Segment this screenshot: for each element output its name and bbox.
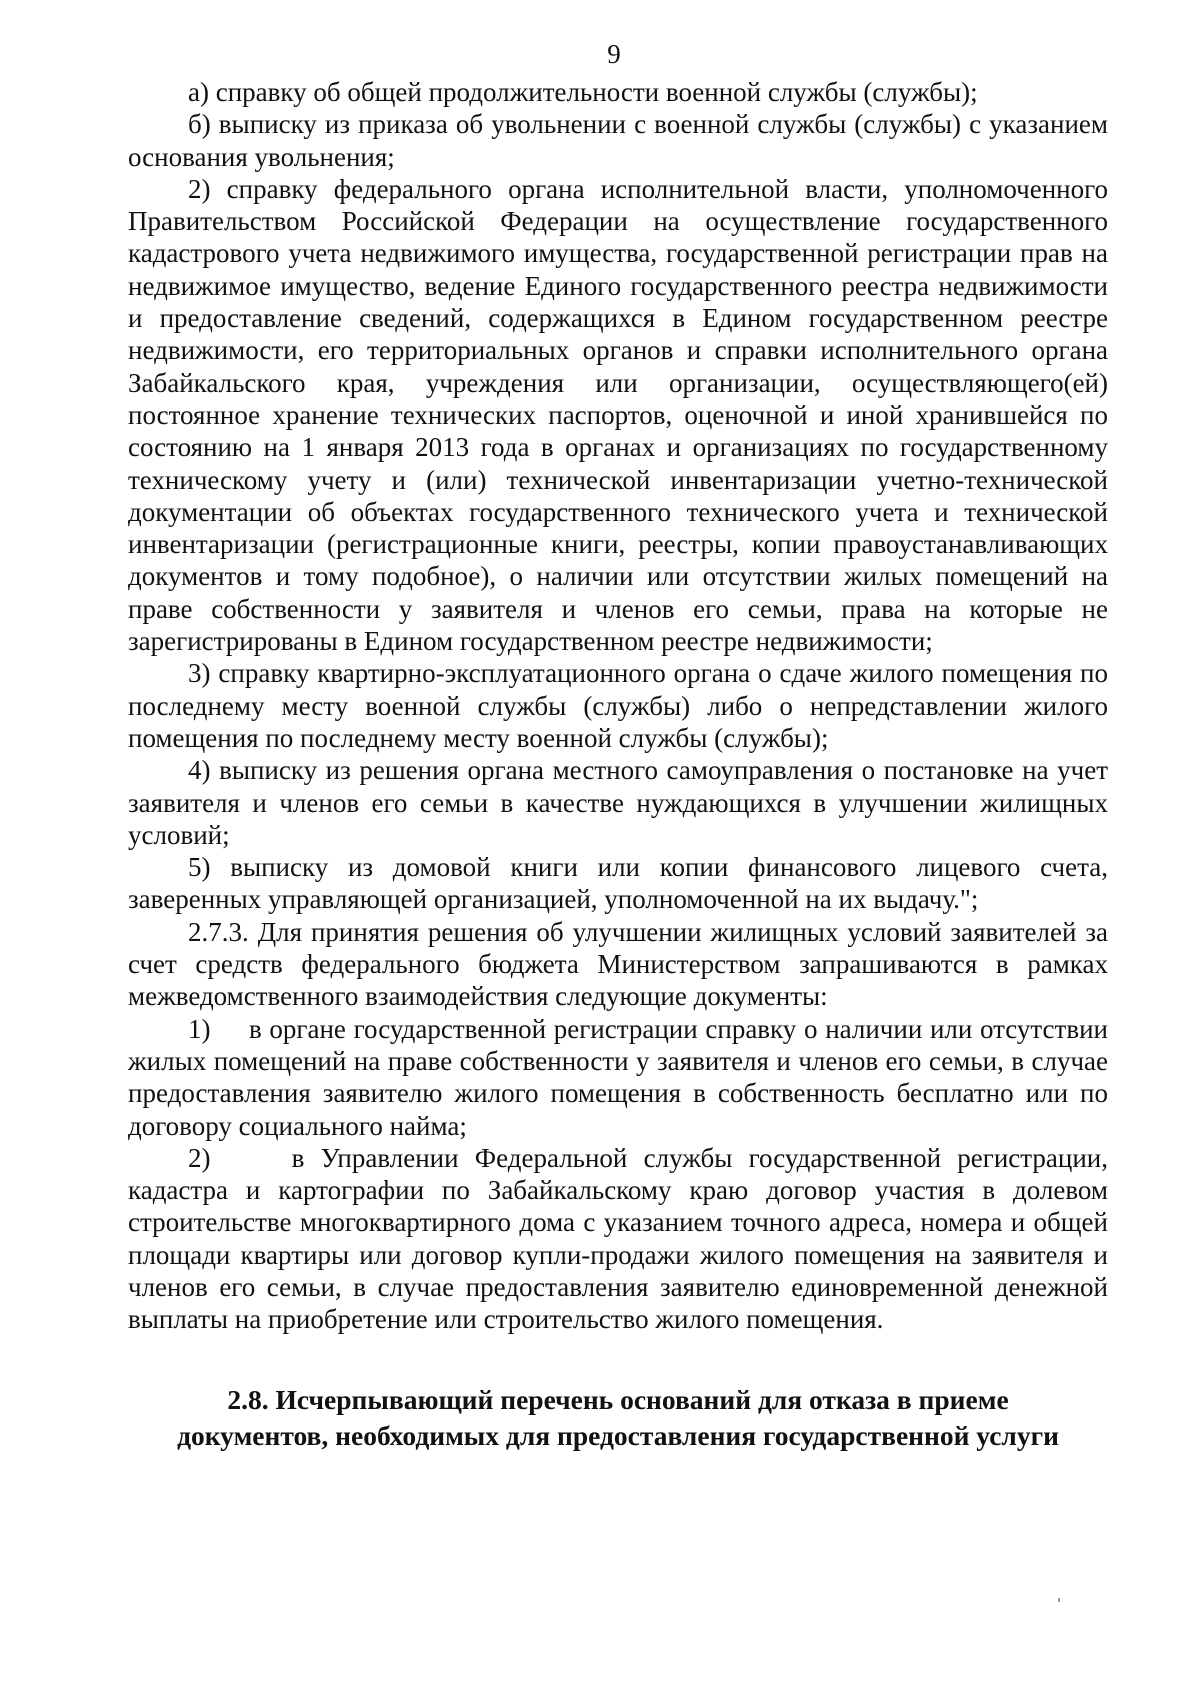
- section-heading-2-8: [128, 1382, 1108, 1454]
- paragraph-2-7-3-interagency-request: 2.7.3. Для принятия решения об улучшении жилищных условий заявителей за счет средств федерального бюджета Министерством запрашиваются в рамках межведомственного взаимодействия следующие документы:: [128, 916, 1108, 1012]
- page-number: 9: [607, 39, 621, 69]
- body-text: [128, 76, 1115, 1336]
- page-content: [128, 38, 1115, 1658]
- paragraph-item-2-federal-service: 2) в Управлении Федеральной службы государственной регистрации, кадастра и картографии по Забайкальскому краю договор участия в долевом строительстве многоквартирного дома с указанием точного адреса, номера и общей площади квартиры или договор купли-продажи жилого помещения на заявителя и членов его семьи, в случае предоставления заявителю единовременной денежной выплаты на приобретение или строительство жилого помещения.: [128, 1142, 1115, 1335]
- heading-line-2: документов, необходимых для предоставления государственной услуги: [177, 1419, 1059, 1451]
- paragraph-5-house-book-extract: 5) выписку из домовой книги или копии финансового лицевого счета, заверенных управляющей организацией, уполномоченной на их выдачу.";: [128, 852, 1108, 915]
- scan-artifact: [1058, 1598, 1060, 1602]
- paragraph-a-service-certificate: а) справку об общей продолжительности военной службы (службы);: [188, 77, 978, 107]
- paragraph-3-housing-handover: 3) справку квартирно-эксплуатационного органа о сдаче жилого помещения по последнему месту военной службы (службы) либо о непредставлении жилого помещения по последнему месту военной службы (службы);: [128, 658, 1108, 753]
- paragraph-b-dismissal-order: б) выписку из приказа об увольнении с военной службы (службы) с указанием основания увольнения;: [128, 109, 1108, 172]
- paragraph-4-municipal-decision: 4) выписку из решения органа местного самоуправления о постановке на учет заявителя и членов его семьи в качестве нуждающихся в улучшении жилищных условий;: [128, 755, 1108, 850]
- heading-line-1: 2.8. Исчерпывающий перечень оснований для отказа в приеме: [227, 1383, 1009, 1415]
- paragraph-2-registry-certificate: 2) справку федерального органа исполнительной власти, уполномоченного Правительством Российской Федерации на осуществление государственного кадастрового учета недвижимого имущества, государственной регистрации прав на недвижимое имущество, ведение Единого государственного реестра недвижимости и предоставление сведений, содержащихся в Едином государственном реестре недвижимости, его территориальных органов и справки исполнительного органа Забайкальского края, учреждения или организации, осуществляющего(ей) постоянное хранение технических паспортов, оценочной и иной хранившейся по состоянию на 1 января 2013 года в органах и организациях по государственному техническому учету и (или) технической инвентаризации учетно-технической документации об объектах государственного технического учета и технической инвентаризации (регистрационные книги, реестры, копии правоустанавливающих документов и тому подобное), о наличии или отсутствии жилых помещений на праве собственности у заявителя и членов его семьи, права на которые не зарегистрированы в Едином государственном реестре недвижимости;: [128, 173, 1108, 657]
- paragraph-item-1-registration-body: 1) в органе государственной регистрации справку о наличии или отсутствии жилых помещений на праве собственности у заявителя и членов его семьи, в случае предоставления заявителю жилого помещения в собственность бесплатно или по договору социального найма;: [128, 1013, 1115, 1141]
